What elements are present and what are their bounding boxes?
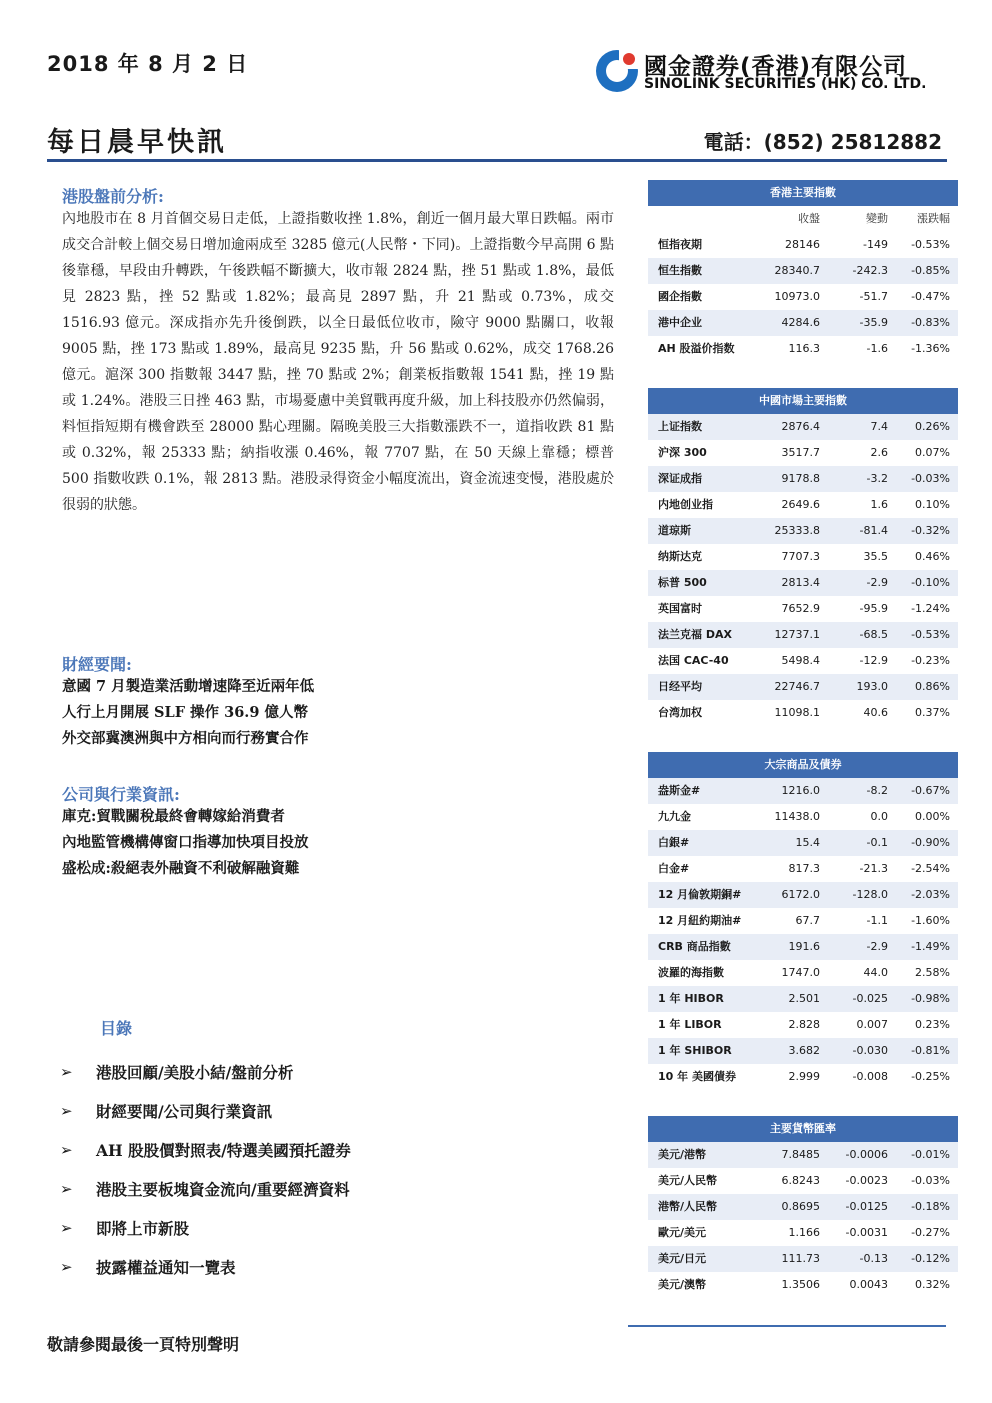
toc-item[interactable] — [60, 1208, 351, 1247]
table-row — [648, 1194, 958, 1220]
row-name: 美元/港幣 — [658, 1148, 707, 1161]
pct-change-value: -0.12% — [911, 1252, 950, 1265]
pct-change-value: -0.53% — [911, 238, 950, 251]
row-name: 恒指夜期 — [658, 238, 702, 251]
change-value: -2.9 — [866, 940, 888, 953]
close-value: 28340.7 — [774, 264, 820, 277]
table-title: 大宗商品及債券 — [648, 752, 958, 778]
row-name: 美元/澳幣 — [658, 1278, 707, 1291]
pct-change-value: 0.37% — [915, 706, 950, 719]
table-row — [648, 336, 958, 362]
change-value: -0.0031 — [845, 1226, 888, 1239]
row-name: 1 年 LIBOR — [658, 1018, 722, 1031]
close-value: 1.3506 — [781, 1278, 820, 1291]
pct-change-value: -2.03% — [911, 888, 950, 901]
table-row — [648, 700, 958, 726]
change-value: -51.7 — [859, 290, 888, 303]
pct-change-value: 0.86% — [915, 680, 950, 693]
table-row — [648, 934, 958, 960]
row-name: 盎斯金# — [658, 784, 701, 797]
table-row — [648, 908, 958, 934]
toc-item[interactable] — [60, 1130, 351, 1169]
pct-change-value: -0.85% — [911, 264, 950, 277]
close-value: 4284.6 — [781, 316, 820, 329]
table-body — [648, 232, 958, 362]
pct-change-value: -1.24% — [911, 602, 950, 615]
change-value: -1.1 — [866, 914, 888, 927]
close-value: 7707.3 — [781, 550, 820, 563]
change-value: 35.5 — [863, 550, 888, 563]
change-value: 44.0 — [863, 966, 888, 979]
pct-change-value: 0.32% — [915, 1278, 950, 1291]
pct-change-value: -0.81% — [911, 1044, 950, 1057]
table-row — [648, 1064, 958, 1090]
report-date: 2018 年 8 月 2 日 — [47, 52, 249, 76]
pct-change-value: 0.26% — [915, 420, 950, 433]
table-row — [648, 830, 958, 856]
table-body — [648, 414, 958, 726]
table-row — [648, 1220, 958, 1246]
pct-change-value: 0.46% — [915, 550, 950, 563]
change-value: -3.2 — [866, 472, 888, 485]
table-row — [648, 882, 958, 908]
toc-item[interactable] — [60, 1247, 351, 1286]
table-row — [648, 414, 958, 440]
pct-change-value: 0.10% — [915, 498, 950, 511]
change-value: -68.5 — [859, 628, 888, 641]
table-row — [648, 1168, 958, 1194]
pct-change-value: -0.03% — [911, 472, 950, 485]
toc-item-label: 港股主要板塊資金流向/重要經濟資料 — [96, 1179, 350, 1199]
row-name: 12 月紐約期油# — [658, 914, 742, 927]
pct-change-value: 0.00% — [915, 810, 950, 823]
pct-change-value: -0.10% — [911, 576, 950, 589]
close-value: 116.3 — [788, 342, 820, 355]
change-value: -0.0125 — [845, 1200, 888, 1213]
change-value: -0.025 — [852, 992, 888, 1005]
page-title: 每日晨早快訊 — [47, 127, 227, 158]
change-value: 0.007 — [856, 1018, 888, 1031]
arrow-bullet-icon: ➢ — [60, 1257, 73, 1276]
change-value: -1.6 — [866, 342, 888, 355]
company-news-item[interactable]: 盛松成:殺絕表外融資不利破解融資難 — [62, 860, 300, 877]
close-value: 6172.0 — [781, 888, 820, 901]
pct-change-value: -0.03% — [911, 1174, 950, 1187]
change-value: -2.9 — [866, 576, 888, 589]
change-value: -0.0006 — [845, 1148, 888, 1161]
close-value: 25333.8 — [774, 524, 820, 537]
pct-change-value: -0.67% — [911, 784, 950, 797]
pct-change-value: -1.60% — [911, 914, 950, 927]
row-name: 波羅的海指數 — [658, 966, 724, 979]
toc-item-label: 財經要聞/公司與行業資訊 — [96, 1101, 273, 1121]
table-row — [648, 284, 958, 310]
table-row — [648, 518, 958, 544]
company-name-cn: 國金證券(香港)有限公司 — [644, 54, 908, 80]
header-cell — [648, 206, 758, 232]
company-logo — [594, 46, 954, 98]
close-value: 3517.7 — [781, 446, 820, 459]
header-cell: 漲跌幅 — [917, 212, 950, 225]
change-value: 2.6 — [870, 446, 888, 459]
arrow-bullet-icon: ➢ — [60, 1101, 73, 1120]
table-row — [648, 986, 958, 1012]
close-value: 111.73 — [781, 1252, 820, 1265]
pct-change-value: -0.23% — [911, 654, 950, 667]
table-row — [648, 1272, 958, 1298]
row-name: AH 股溢价指数 — [658, 342, 735, 355]
row-name: 歐元/美元 — [658, 1226, 707, 1239]
close-value: 11438.0 — [774, 810, 820, 823]
close-value: 2.828 — [788, 1018, 820, 1031]
hk-index-table — [648, 180, 958, 362]
row-name: 10 年 美國債券 — [658, 1070, 736, 1083]
analysis-body: 內地股市在 8 月首個交易日走低，上證指數收挫 1.8%，創近一個月最大單日跌幅。兩市成交合計較上個交易日增加逾兩成至 3285 億元(人民幣・下同)。上證指數今早高開 6 點後靠穩，早段由升轉跌，午後跌幅不斷擴大，收市報 2824 點，挫 51 點或 1.8%，最低見 2823 點，挫 52 點或 1.82%；最高見 2897 點，升 21 點或 0.73%，成交 1516.93 億元。深成指亦先升後倒跌，以全日最低位收市，險守 9000 點關口，收報 9005 點，挫 173 點或 1.89%，最高見 9235 點，升 56 點或 0.62%，成交 1768.26 億元。滬深 300 指數報 3447 點，挫 70 點或 2%；創業板指數報 1541 點，挫 19 點或 1.24%。港股三日挫 463 點，市場憂慮中美貿戰再度升級，加上科技股亦仍然偏弱，料恒指短期有機會跌至 28000 點心理關。隔晚美股三大指數漲跌不一，道指收跌 81 點或 0.32%，報 25333 點；納指收漲 0.46%，報 7707 點，在 50 天線上靠穩；標普 500 指數收跌 0.1%，報 2813 點。港股录得资金小幅度流出，資金流速变慢，港股處於很弱的狀態。 — [62, 211, 614, 513]
row-name: 英国富时 — [658, 602, 702, 615]
table-row — [648, 544, 958, 570]
row-name: 日经平均 — [658, 680, 702, 693]
company-news-heading: 公司與行業資訊: — [62, 785, 180, 804]
pct-change-value: -0.83% — [911, 316, 950, 329]
row-name: 台湾加权 — [658, 706, 702, 719]
pct-change-value: 0.07% — [915, 446, 950, 459]
arrow-bullet-icon: ➢ — [60, 1179, 73, 1198]
company-name-en: SINOLINK SECURITIES (HK) CO. LTD. — [644, 76, 927, 92]
change-value: 40.6 — [863, 706, 888, 719]
close-value: 5498.4 — [781, 654, 820, 667]
change-value: 0.0043 — [849, 1278, 888, 1291]
close-value: 7652.9 — [781, 602, 820, 615]
change-value: -149 — [863, 238, 888, 251]
table-row — [648, 1012, 958, 1038]
pct-change-value: -0.01% — [911, 1148, 950, 1161]
finance-news-list — [62, 674, 314, 752]
toc-item-label: 披露權益通知一覽表 — [96, 1257, 236, 1277]
row-name: 1 年 HIBOR — [658, 992, 724, 1005]
close-value: 2.999 — [788, 1070, 820, 1083]
finance-news-heading: 財經要聞: — [62, 655, 132, 674]
change-value: -8.2 — [866, 784, 888, 797]
close-value: 1216.0 — [781, 784, 820, 797]
row-name: 内地创业指 — [658, 498, 713, 511]
change-value: -21.3 — [859, 862, 888, 875]
table-row — [648, 492, 958, 518]
close-value: 28146 — [785, 238, 820, 251]
row-name: 标普 500 — [658, 576, 707, 589]
change-value: -0.0023 — [845, 1174, 888, 1187]
close-value: 191.6 — [788, 940, 820, 953]
finance-news-item[interactable]: 外交部冀澳洲與中方相向而行務實合作 — [62, 730, 309, 747]
header-cell: 變動 — [866, 212, 888, 225]
pct-change-value: -1.36% — [911, 342, 950, 355]
table-header-row — [648, 206, 958, 232]
table-row — [648, 804, 958, 830]
table-row — [648, 232, 958, 258]
close-value: 10973.0 — [774, 290, 820, 303]
pct-change-value: -0.18% — [911, 1200, 950, 1213]
close-value: 2649.6 — [781, 498, 820, 511]
toc-item[interactable] — [60, 1091, 351, 1130]
change-value: -0.008 — [852, 1070, 888, 1083]
close-value: 15.4 — [795, 836, 820, 849]
table-row — [648, 1038, 958, 1064]
toc-item[interactable] — [60, 1052, 351, 1091]
company-news-item[interactable]: 庫克:貿戰關稅最終會轉嫁給消費者 — [62, 808, 285, 825]
arrow-bullet-icon: ➢ — [60, 1218, 73, 1237]
table-row — [648, 856, 958, 882]
row-name: 1 年 SHIBOR — [658, 1044, 732, 1057]
row-name: CRB 商品指數 — [658, 940, 731, 953]
row-name: 白金# — [658, 862, 690, 875]
row-name: 港幣/人民幣 — [658, 1200, 718, 1213]
close-value: 2813.4 — [781, 576, 820, 589]
row-name: 恒生指數 — [658, 264, 702, 277]
table-body — [648, 1142, 958, 1298]
phone-number: 電話：(852) 25812882 — [703, 130, 942, 154]
arrow-bullet-icon: ➢ — [60, 1062, 73, 1081]
change-value: -81.4 — [859, 524, 888, 537]
sinolink-logo-icon — [594, 48, 640, 94]
table-of-contents — [60, 1052, 351, 1286]
company-news-list — [62, 804, 309, 882]
change-value: -0.030 — [852, 1044, 888, 1057]
change-value: -0.1 — [866, 836, 888, 849]
toc-item-label: 即將上市新股 — [96, 1218, 190, 1238]
row-name: 上证指数 — [658, 420, 702, 433]
close-value: 817.3 — [788, 862, 820, 875]
close-value: 7.8485 — [781, 1148, 820, 1161]
company-news-item[interactable]: 內地監管機構傳窗口指導加快項目投放 — [62, 834, 309, 851]
row-name: 深证成指 — [658, 472, 702, 485]
header-cell: 收盤 — [798, 212, 820, 225]
close-value: 11098.1 — [774, 706, 820, 719]
close-value: 2.501 — [788, 992, 820, 1005]
pct-change-value: -0.90% — [911, 836, 950, 849]
table-title: 主要貨幣匯率 — [648, 1116, 958, 1142]
change-value: 193.0 — [856, 680, 888, 693]
row-name: 美元/人民幣 — [658, 1174, 718, 1187]
close-value: 0.8695 — [781, 1200, 820, 1213]
commodities-table — [648, 752, 958, 1090]
change-value: -12.9 — [859, 654, 888, 667]
china-market-table — [648, 388, 958, 726]
arrow-bullet-icon: ➢ — [60, 1140, 73, 1159]
row-name: 法国 CAC-40 — [658, 654, 729, 667]
table-row — [648, 466, 958, 492]
table-row — [648, 596, 958, 622]
row-name: 白銀# — [658, 836, 690, 849]
close-value: 1.166 — [788, 1226, 820, 1239]
change-value: -95.9 — [859, 602, 888, 615]
row-name: 九九金 — [658, 810, 691, 823]
table-row — [648, 570, 958, 596]
pct-change-value: -0.25% — [911, 1070, 950, 1083]
analysis-heading: 港股盤前分析: — [62, 187, 164, 206]
row-name: 港中企业 — [658, 316, 702, 329]
toc-item-label: 港股回顧/美股小結/盤前分析 — [96, 1062, 294, 1082]
header-divider — [47, 159, 947, 162]
close-value: 22746.7 — [774, 680, 820, 693]
table-row — [648, 674, 958, 700]
change-value: -35.9 — [859, 316, 888, 329]
change-value: -128.0 — [852, 888, 888, 901]
toc-item-label: AH 股股價對照表/特選美國預托證券 — [96, 1140, 351, 1160]
finance-news-item[interactable]: 人行上月開展 SLF 操作 36.9 億人幣 — [62, 704, 308, 721]
close-value: 12737.1 — [774, 628, 820, 641]
pct-change-value: -1.49% — [911, 940, 950, 953]
table-title: 香港主要指數 — [648, 180, 958, 206]
row-name: 法兰克福 DAX — [658, 628, 732, 641]
pct-change-value: -0.47% — [911, 290, 950, 303]
change-value: -0.13 — [859, 1252, 888, 1265]
table-row — [648, 440, 958, 466]
toc-heading: 目錄 — [100, 1019, 133, 1038]
close-value: 6.8243 — [781, 1174, 820, 1187]
pct-change-value: -0.98% — [911, 992, 950, 1005]
row-name: 道琼斯 — [658, 524, 691, 537]
footer-disclaimer: 敬請參閱最後一頁特別聲明 — [47, 1335, 240, 1354]
table-title: 中國市場主要指數 — [648, 388, 958, 414]
finance-news-item[interactable]: 意國 7 月製造業活動增速降至近兩年低 — [62, 678, 315, 695]
table-row — [648, 310, 958, 336]
table-body — [648, 778, 958, 1090]
change-value: 0.0 — [870, 810, 888, 823]
row-name: 纳斯达克 — [658, 550, 702, 563]
close-value: 2876.4 — [781, 420, 820, 433]
table-row — [648, 778, 958, 804]
close-value: 67.7 — [795, 914, 820, 927]
pct-change-value: -2.54% — [911, 862, 950, 875]
pct-change-value: 2.58% — [915, 966, 950, 979]
row-name: 12 月倫敦期銅# — [658, 888, 742, 901]
row-name: 美元/日元 — [658, 1252, 707, 1265]
table-row — [648, 960, 958, 986]
fx-table — [648, 1116, 958, 1298]
close-value: 3.682 — [788, 1044, 820, 1057]
row-name: 國企指數 — [658, 290, 702, 303]
row-name: 沪深 300 — [658, 446, 707, 459]
table-row — [648, 1246, 958, 1272]
footer-divider — [628, 1325, 946, 1327]
pct-change-value: -0.27% — [911, 1226, 950, 1239]
table-row — [648, 648, 958, 674]
pct-change-value: -0.32% — [911, 524, 950, 537]
table-row — [648, 258, 958, 284]
pct-change-value: -0.53% — [911, 628, 950, 641]
table-row — [648, 622, 958, 648]
table-row — [648, 1142, 958, 1168]
change-value: 7.4 — [870, 420, 888, 433]
close-value: 1747.0 — [781, 966, 820, 979]
change-value: -242.3 — [852, 264, 888, 277]
close-value: 9178.8 — [781, 472, 820, 485]
pct-change-value: 0.23% — [915, 1018, 950, 1031]
toc-item[interactable] — [60, 1169, 351, 1208]
change-value: 1.6 — [870, 498, 888, 511]
